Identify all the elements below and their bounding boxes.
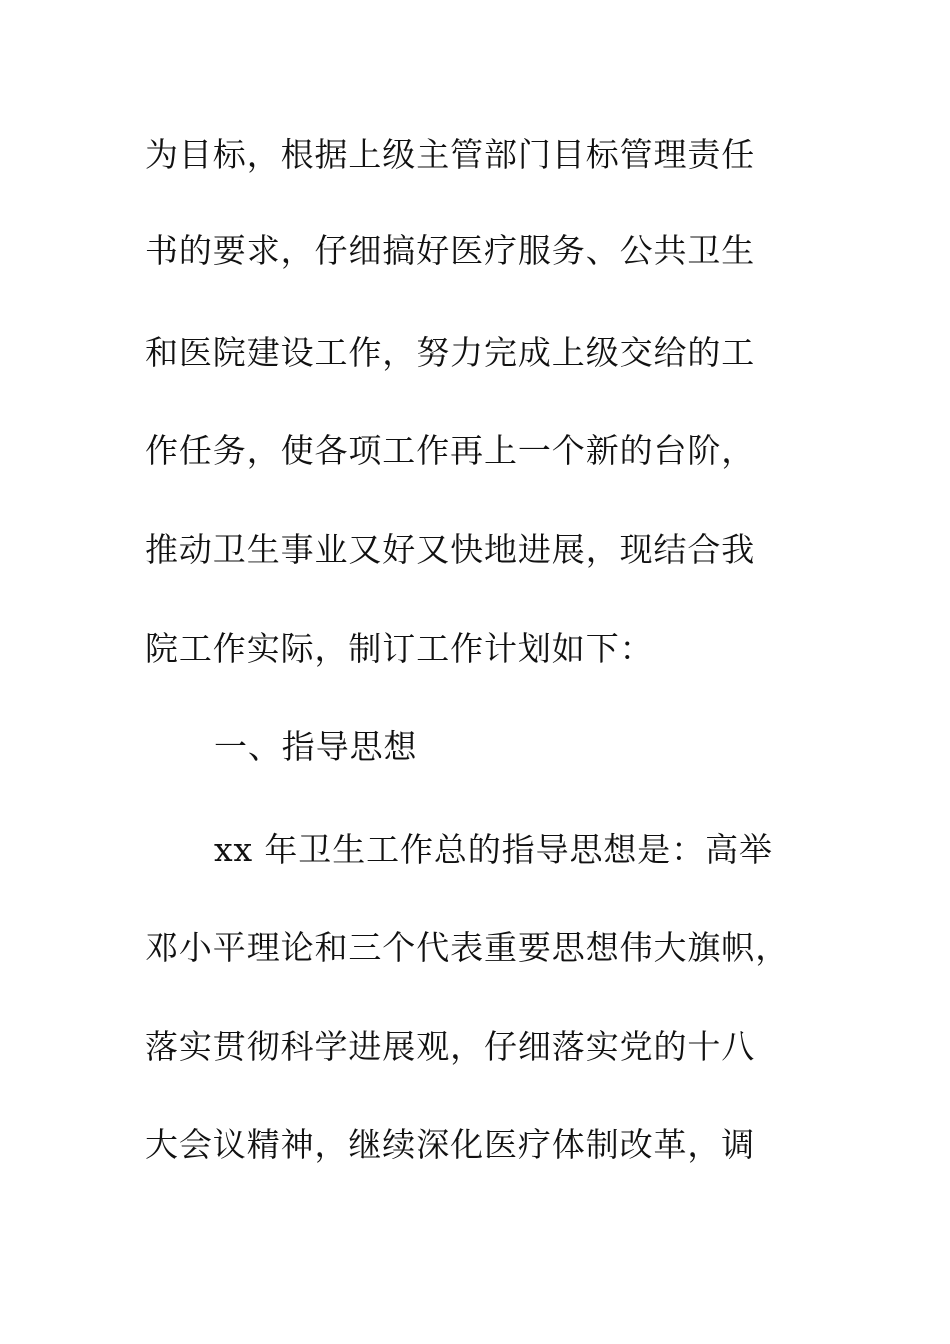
body-text-line: 推动卫生事业又好又快地进展，现结合我 [145, 530, 756, 569]
body-text-line: 书的要求，仔细搞好医疗服务、公共卫生 [145, 231, 756, 270]
body-text-line: 为目标，根据上级主管部门目标管理责任 [145, 135, 756, 174]
section-heading: 一、指导思想 [214, 727, 418, 766]
body-text-line: 作任务，使各项工作再上一个新的台阶， [145, 431, 756, 470]
paragraph-first-line: xx 年卫生工作总的指导思想是：高举 [214, 830, 773, 869]
body-text-line: 大会议精神，继续深化医疗体制改革，调 [145, 1125, 756, 1164]
body-text-line: 邓小平理论和三个代表重要思想伟大旗帜， [145, 928, 790, 967]
body-text-line: 院工作实际，制订工作计划如下： [145, 629, 654, 668]
body-text-line: 和医院建设工作，努力完成上级交给的工 [145, 333, 756, 372]
body-text-line: 落实贯彻科学进展观，仔细落实党的十八 [145, 1027, 756, 1066]
